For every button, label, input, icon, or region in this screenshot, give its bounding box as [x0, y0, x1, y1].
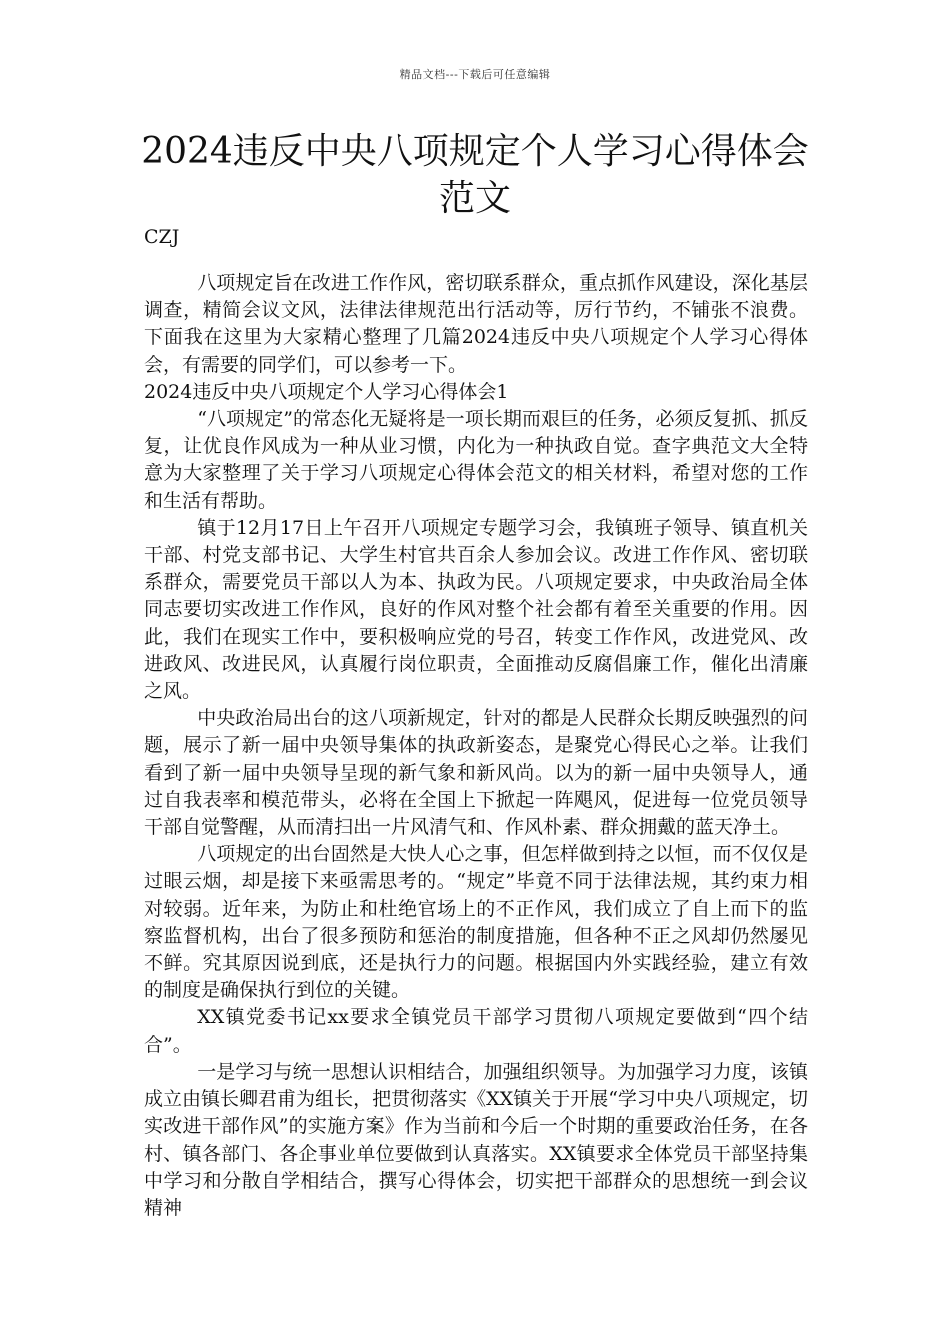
body-paragraph: XX镇党委书记xx要求全镇党员干部学习贯彻八项规定要做到“四个结合”。	[144, 1006, 808, 1056]
body-paragraph: 一是学习与统一思想认识相结合，加强组织领导。为加强学习力度，该镇成立由镇长卿君甫为组长，把贯彻落实《XX镇关于开展“学习中央八项规定，切实改进干部作风”的实施方案》作为当前和今后一个时期的重要政治任务，在各村、镇各部门、各企事业单位要做到认真落实。XX镇要求全体党员干部坚持集中学习和分散自学相结合，撰写心得体会，切实把干部群众的思想统一到会议精神	[144, 1060, 808, 1219]
document-body	[144, 270, 808, 1222]
body-paragraph: 中央政治局出台的这八项新规定，针对的都是人民群众长期反映强烈的问题，展示了新一届中央领导集体的执政新姿态，是聚党心得民心之举。让我们看到了新一届中央领导呈现的新气象和新风尚。以为的新一届中央领导人，通过自我表率和模范带头，必将在全国上下掀起一阵飓风，促进每一位党员领导干部自觉警醒，从而清扫出一片风清气和、作风朴素、群众拥戴的蓝天净土。	[144, 707, 808, 839]
body-paragraph: “八项规定”的常态化无疑将是一项长期而艰巨的任务，必须反复抓、抓反复，让优良作风成为一种从业习惯，内化为一种执政自觉。查字典范文大全特意为大家整理了关于学习八项规定心得体会范文的相关材料，希望对您的工作和生活有帮助。	[144, 408, 808, 512]
body-paragraph: 八项规定的出台固然是大快人心之事，但怎样做到持之以恒，而不仅仅是过眼云烟，却是接下来亟需思考的。“规定”毕竟不同于法律法规，其约束力相对较弱。近年来，为防止和杜绝官场上的不正作风，我们成立了自上而下的监察监督机构，出台了很多预防和惩治的制度措施，但各种不正之风却仍然屡见不鲜。究其原因说到底，还是执行力的问题。根据国内外实践经验，建立有效的制度是确保执行到位的关键。	[144, 843, 808, 1002]
author-name: CZJ	[144, 226, 180, 248]
document-title: 2024违反中央八项规定个人学习心得体会范文	[141, 131, 809, 219]
body-paragraph: 镇于12月17日上午召开八项规定专题学习会，我镇班子领导、镇直机关干部、村党支部书记、大学生村官共百余人参加会议。改进工作作风、密切联系群众，需要党员干部以人为本、执政为民。八项规定要求，中央政治局全体同志要切实改进工作作风，良好的作风对整个社会都有着至关重要的作用。因此，我们在现实工作中，要积极响应党的号召，转变工作作风，改进党风、改进政风、改进民风，认真履行岗位职责，全面推动反腐倡廉工作，催化出清廉之风。	[144, 516, 808, 703]
header-note: 精品文档---下载后可任意编辑	[399, 68, 551, 81]
intro-paragraph: 八项规定旨在改进工作作风，密切联系群众，重点抓作风建设，深化基层调查，精简会议文风，法律法律规范出行活动等，厉行节约，不铺张不浪费。下面我在这里为大家精心整理了几篇2024违反中央八项规定个人学习心得体会，有需要的同学们，可以参考一下。	[144, 272, 808, 376]
section-heading: 2024违反中央八项规定个人学习心得体会1	[144, 380, 509, 403]
